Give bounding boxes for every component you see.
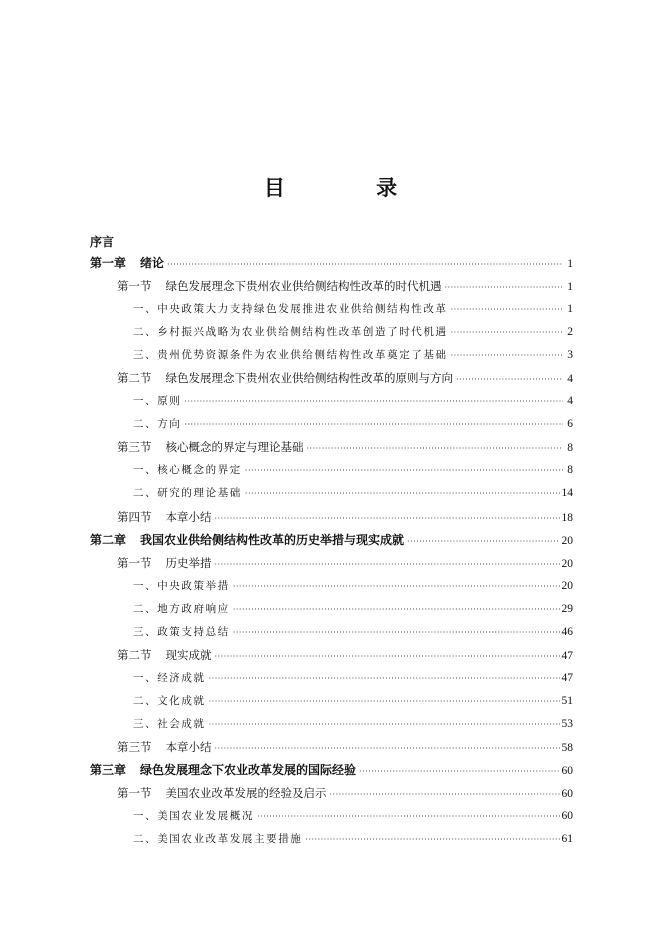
dot-leader [209,713,560,736]
toc-section-number: 第四节 [117,509,152,524]
toc-page-number: 20 [561,557,573,570]
dot-leader [215,553,560,576]
toc-section-entry[interactable] [90,436,573,459]
dot-leader [407,530,559,553]
toc-page-number: 20 [561,534,573,547]
toc-item-title: 二、乡村振兴战略为农业供给侧结构性改革创造了时代机遇 [133,326,448,339]
dot-leader [245,459,563,482]
toc-item-title: 二、文化成就 [133,694,206,707]
toc-page-number: 47 [561,649,573,662]
toc-chapter-entry[interactable] [90,252,573,275]
toc-section-entry[interactable] [90,367,573,390]
toc-section-number: 第三节 [117,440,152,455]
toc-section-title: 现实成就 [165,647,212,662]
toc-item-entry[interactable] [90,690,573,713]
toc-page-number: 60 [561,788,573,801]
dot-leader [209,667,560,690]
dot-leader [445,276,564,299]
dot-leader [233,575,560,598]
toc-preface-entry[interactable]: 序言 [90,235,115,249]
toc-chapter-title: 我国农业供给侧结构性改革的历史举措与现实成就 [140,532,405,547]
toc-chapter-number: 第二章 [90,532,127,547]
toc-item-title: 二、研究的理论基础 [133,487,242,500]
dot-leader [245,482,560,505]
toc-chapter-entry[interactable] [90,529,573,552]
toc-item-title: 三、政策支持总结 [133,625,230,638]
toc-section-entry[interactable] [90,552,573,575]
toc-page-number: 61 [561,833,573,846]
toc-page-number: 8 [567,464,573,477]
toc-page-number: 4 [567,395,573,408]
dot-leader [330,783,560,806]
toc-item-title: 三、社会成就 [133,717,206,730]
toc-section-number: 第一节 [117,555,152,570]
toc-item-entry[interactable] [90,344,573,367]
toc-item-title: 二、方向 [133,418,182,431]
dot-leader [215,507,560,530]
toc-item-title: 二、地方政府响应 [133,602,230,615]
dot-leader [307,437,564,460]
toc-item-title: 三、贵州优势资源条件为农业供给侧结构性改革奠定了基础 [133,349,448,362]
dot-leader [451,344,563,367]
toc-section-title: 绿色发展理念下贵州农业供给侧结构性改革的原则与方向 [165,371,453,386]
dot-leader [167,253,563,276]
toc-section-title: 美国农业改革发展的经验及启示 [165,786,327,801]
dot-leader [359,760,559,783]
toc-item-title: 一、经济成就 [133,671,206,684]
toc-page-number: 60 [561,765,573,778]
toc-item-entry[interactable] [90,413,573,436]
toc-chapter-entry[interactable] [90,759,573,782]
toc-item-title: 二、美国农业改革发展主要措施 [133,833,303,846]
toc-page-number: 58 [561,741,573,754]
toc-page-number: 29 [561,602,573,615]
dot-leader [233,621,560,644]
toc-chapter-title: 绪论 [140,256,165,270]
toc-item-title: 一、中央政策举措 [133,579,230,592]
toc-item-entry[interactable] [90,828,573,851]
toc-item-title: 一、中央政策大力支持绿色发展推进农业供给侧结构性改革 [133,303,448,316]
dot-leader [215,737,560,760]
toc-item-entry[interactable] [90,575,573,598]
toc-page-number: 47 [561,671,573,684]
toc-section-entry[interactable] [90,644,573,667]
toc-item-title: 一、原则 [133,395,182,408]
toc-page-number: 20 [561,579,573,592]
dot-leader [257,805,560,828]
toc-page-number: 1 [567,258,573,270]
toc-item-entry[interactable] [90,621,573,644]
dot-leader [456,368,563,391]
page-title: 目 录 [263,176,440,200]
dot-leader [451,321,563,344]
toc-page-number: 3 [567,349,573,362]
toc-item-entry[interactable] [90,598,573,621]
toc-chapter-number: 第三章 [90,763,127,778]
toc-section-number: 第二节 [117,371,152,386]
toc-page-number: 1 [567,281,573,294]
toc-page-number: 1 [567,303,573,316]
toc-item-entry[interactable] [90,805,573,828]
toc-section-number: 第二节 [117,647,152,662]
toc-page-number: 2 [567,326,573,339]
toc-section-number: 第一节 [117,786,152,801]
toc-chapter-number: 第一章 [90,256,127,270]
toc-page-number: 8 [567,442,573,455]
toc-section-entry[interactable] [90,506,573,529]
toc-section-title: 本章小结 [165,739,212,754]
toc-page-number: 6 [567,418,573,431]
dot-leader [451,298,563,321]
toc-page-number: 18 [561,511,573,524]
dot-leader [305,828,559,851]
toc-item-title: 一、核心概念的界定 [133,464,242,477]
toc-section-number: 第三节 [117,739,152,754]
toc-item-entry[interactable] [90,667,573,690]
toc-item-entry[interactable] [90,459,573,482]
dot-leader [215,645,560,668]
toc-section-title: 历史举措 [165,555,212,570]
toc-section-entry[interactable] [90,782,573,805]
toc-item-entry[interactable] [90,482,573,505]
toc-page-number: 51 [561,694,573,707]
toc-section-title: 绿色发展理念下贵州农业供给侧结构性改革的时代机遇 [165,279,442,294]
toc-item-entry[interactable] [90,321,573,344]
toc-item-entry[interactable] [90,713,573,736]
toc-section-number: 第一节 [117,279,152,294]
toc-section-entry[interactable] [90,275,573,298]
toc-item-entry[interactable] [90,298,573,321]
toc-section-entry[interactable] [90,736,573,759]
toc-page-number: 60 [561,810,573,823]
toc-page-number: 14 [561,487,573,500]
dot-leader [184,390,563,413]
toc-page-number: 4 [567,373,573,386]
toc-page-number: 46 [561,625,573,638]
toc-chapter-title: 绿色发展理念下农业改革发展的国际经验 [140,763,357,778]
toc-item-title: 一、美国农业发展概况 [133,810,254,823]
toc-section-title: 本章小结 [165,509,212,524]
dot-leader [209,690,560,713]
toc-item-entry[interactable] [90,390,573,413]
toc-page-number: 53 [561,717,573,730]
toc-section-title: 核心概念的界定与理论基础 [165,440,304,455]
dot-leader [233,598,560,621]
dot-leader [184,413,563,436]
table-of-contents [90,252,573,851]
